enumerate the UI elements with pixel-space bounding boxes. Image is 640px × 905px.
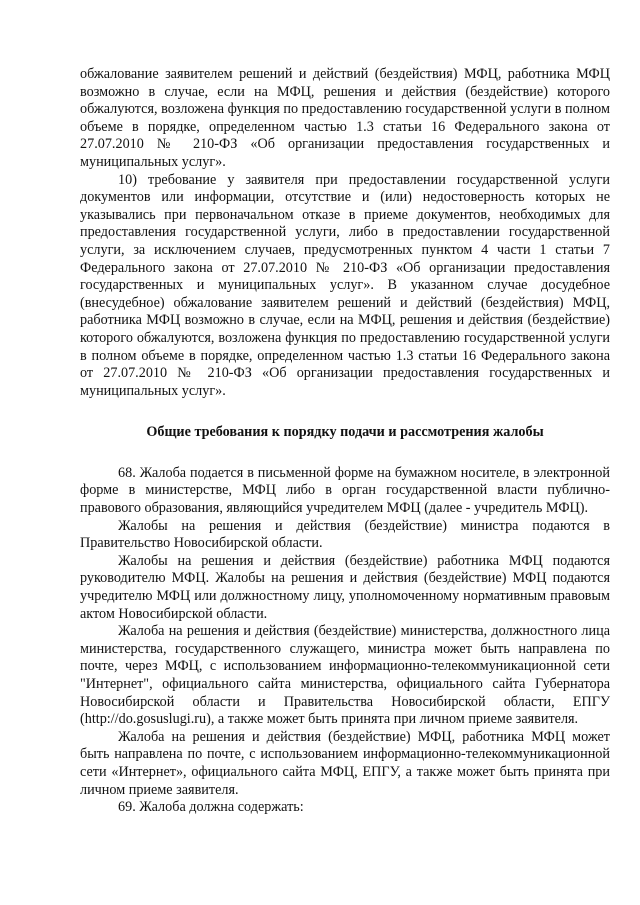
paragraph-item-69: 69. Жалоба должна содержать: (118, 799, 304, 816)
section-heading: Общие требования к порядку подачи и рассмотрения жалобы (146, 424, 544, 441)
paragraph-item-10: 10) требование у заявителя при предоставлении государственной услуги документов или информации, отсутствие и (или) недостоверность которых не указывались при первоначальном отказе в приеме документов, необходимых для предоставления государственной услуги, либо в предоставлении государственной услуги, за исключением случаев, предусмотренных пунктом 4 части 1 статьи 7 Федерального закона от 27.07.2010 № 210-ФЗ «Об организации предоставления государственных и муниципальных услуг». В указанном случае досудебное (внесудебное) обжалование заявителем решений и действий (бездействия) МФЦ, работника МФЦ возможно в случае, если на МФЦ, решения и действия (бездействие) которого обжалуются, возложена функция по предоставлению государственной услуги в полном объеме в порядке, определенном частью 1.3 статьи 16 Федерального закона от 27.07.2010 № 210-ФЗ «Об организации предоставления государственных и муниципальных услуг». (80, 171, 610, 399)
paragraph-mfc-complaint-channels: Жалоба на решения и действия (бездействие) МФЦ, работника МФЦ может быть направлена по почте, с использованием информационно-телекоммуникационной сети «Интернет», официального сайта МФЦ, ЕПГУ, а также может быть принята при личном приеме заявителя. (80, 728, 610, 798)
paragraph-mfc-complaints: Жалобы на решения и действия (бездействие) работника МФЦ подаются руководителю МФЦ. Жалобы на решения и действия (бездействие) МФЦ подаются учредителю МФЦ или должностному лицу, уполномоченному нормативным правовым актом Новосибирской области. (80, 552, 610, 622)
paragraph-item-68: 68. Жалоба подается в письменной форме на бумажном носителе, в электронной форме в министерстве, МФЦ либо в орган государственной власти публично-правового образования, являющийся учредителем МФЦ (далее - учредитель МФЦ). (80, 464, 610, 517)
paragraph-minister-complaints: Жалобы на решения и действия (бездействие) министра подаются в Правительство Новосибирской области. (80, 517, 610, 552)
document-page (80, 66, 610, 817)
paragraph-ministry-complaint-channels: Жалоба на решения и действия (бездействие) министерства, должностного лица министерства, государственного служащего, министра может быть направлена по почте, через МФЦ, с использованием информационно-телекоммуникационной сети "Интернет", официального сайта министерства, официального сайта Губернатора Новосибирской области и Правительства Новосибирской области, ЕПГУ (http://do.gosuslugi.ru), а также может быть принята при личном приеме заявителя. (80, 623, 610, 728)
paragraph-continuation: обжалование заявителем решений и действий (бездействия) МФЦ, работника МФЦ возможно в случае, если на МФЦ, решения и действия (бездействие) которого обжалуются, возложена функция по предоставлению государственной услуги в полном объеме в порядке, определенном частью 1.3 статьи 16 Федерального закона от 27.07.2010 № 210-ФЗ «Об организации предоставления государственных и муниципальных услуг». (80, 66, 610, 170)
